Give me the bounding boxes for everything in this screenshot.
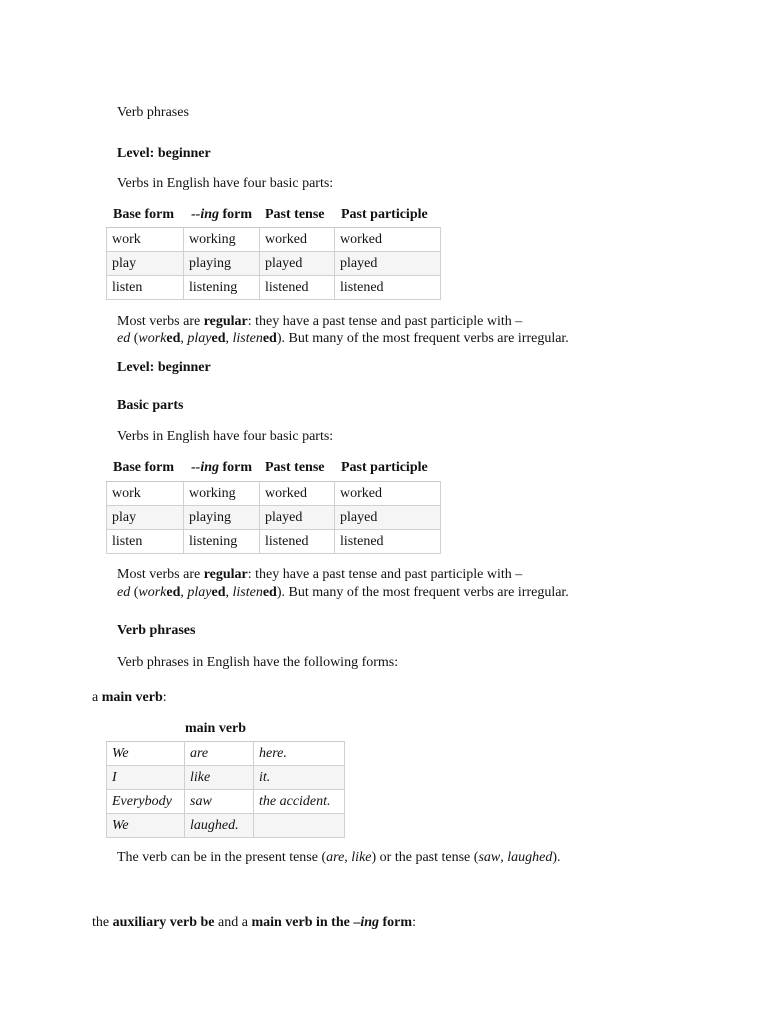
intro-text: Verbs in English have four basic parts: (117, 176, 334, 191)
regular-note-line2: ed (worked, played, listened). But many of the most frequent verbs are irregular. (117, 585, 569, 600)
table-cell: saw (185, 790, 254, 814)
table-cell: playing (184, 506, 260, 530)
table-cell: listening (184, 276, 260, 300)
level-label: Level: beginner (117, 360, 211, 375)
table-cell: play (107, 506, 184, 530)
header-base-form: Base form (113, 207, 175, 222)
verb-phrases-intro: Verb phrases in English have the following forms: (117, 655, 399, 670)
table-cell: We (107, 742, 185, 766)
table-cell: playing (184, 252, 260, 276)
table-cell: listening (184, 530, 260, 554)
table-cell: like (185, 766, 254, 790)
table-cell: it. (254, 766, 345, 790)
table-cell: working (184, 482, 260, 506)
table-cell: working (184, 228, 260, 252)
table-cell: played (335, 506, 441, 530)
table-cell: listened (335, 530, 441, 554)
table-row (107, 506, 441, 530)
header-past-tense: Past tense (265, 207, 325, 222)
regular-note-line1: Most verbs are regular: they have a past tense and past participle with – (117, 314, 523, 329)
intro-text: Verbs in English have four basic parts: (117, 429, 334, 444)
table-cell: worked (335, 228, 441, 252)
header-ing-form: --ing form (191, 460, 253, 475)
table-row (107, 482, 441, 506)
header-past-participle: Past participle (341, 207, 428, 222)
auxiliary-item: the auxiliary verb be and a main verb in the –ing form: (92, 915, 416, 930)
regular-note-line1: Most verbs are regular: they have a past tense and past participle with – (117, 567, 523, 582)
table-cell: worked (260, 482, 335, 506)
table-cell: We (107, 814, 185, 838)
table-cell: played (335, 252, 441, 276)
table-cell: laughed. (185, 814, 254, 838)
table-cell: worked (335, 482, 441, 506)
table-cell: listened (260, 276, 335, 300)
table-row (107, 790, 345, 814)
table-cell: play (107, 252, 184, 276)
main-verb-column-header: main verb (185, 721, 247, 736)
table-row (107, 766, 345, 790)
main-verb-item: a main verb: (92, 690, 167, 705)
header-ing-form: --ing form (191, 207, 253, 222)
forms-table (106, 227, 441, 300)
level-label: Level: beginner (117, 146, 211, 161)
table-cell: listen (107, 530, 184, 554)
table-cell: listened (260, 530, 335, 554)
table-row (107, 530, 441, 554)
table-cell: are (185, 742, 254, 766)
table-cell: work (107, 482, 184, 506)
basic-parts-heading: Basic parts (117, 398, 184, 413)
table-cell: listened (335, 276, 441, 300)
table-row (107, 228, 441, 252)
verb-phrases-heading: Verb phrases (117, 623, 196, 638)
table-row (107, 276, 441, 300)
table-cell: played (260, 506, 335, 530)
table-cell: played (260, 252, 335, 276)
table-cell: Everybody (107, 790, 185, 814)
regular-note-line2: ed (worked, played, listened). But many of the most frequent verbs are irregular. (117, 331, 569, 346)
table-cell: the accident. (254, 790, 345, 814)
forms-table (106, 481, 441, 554)
table-row (107, 742, 345, 766)
header-past-tense: Past tense (265, 460, 325, 475)
table-row (107, 252, 441, 276)
header-base-form: Base form (113, 460, 175, 475)
table-row (107, 814, 345, 838)
table-cell: here. (254, 742, 345, 766)
header-past-participle: Past participle (341, 460, 428, 475)
table-cell: work (107, 228, 184, 252)
page-title: Verb phrases (117, 105, 189, 120)
table-cell: I (107, 766, 185, 790)
table-cell: worked (260, 228, 335, 252)
main-verb-table (106, 741, 345, 838)
table-cell: listen (107, 276, 184, 300)
tense-note: The verb can be in the present tense (are, like) or the past tense (saw, laughed). (117, 850, 561, 865)
table-cell (254, 814, 345, 838)
